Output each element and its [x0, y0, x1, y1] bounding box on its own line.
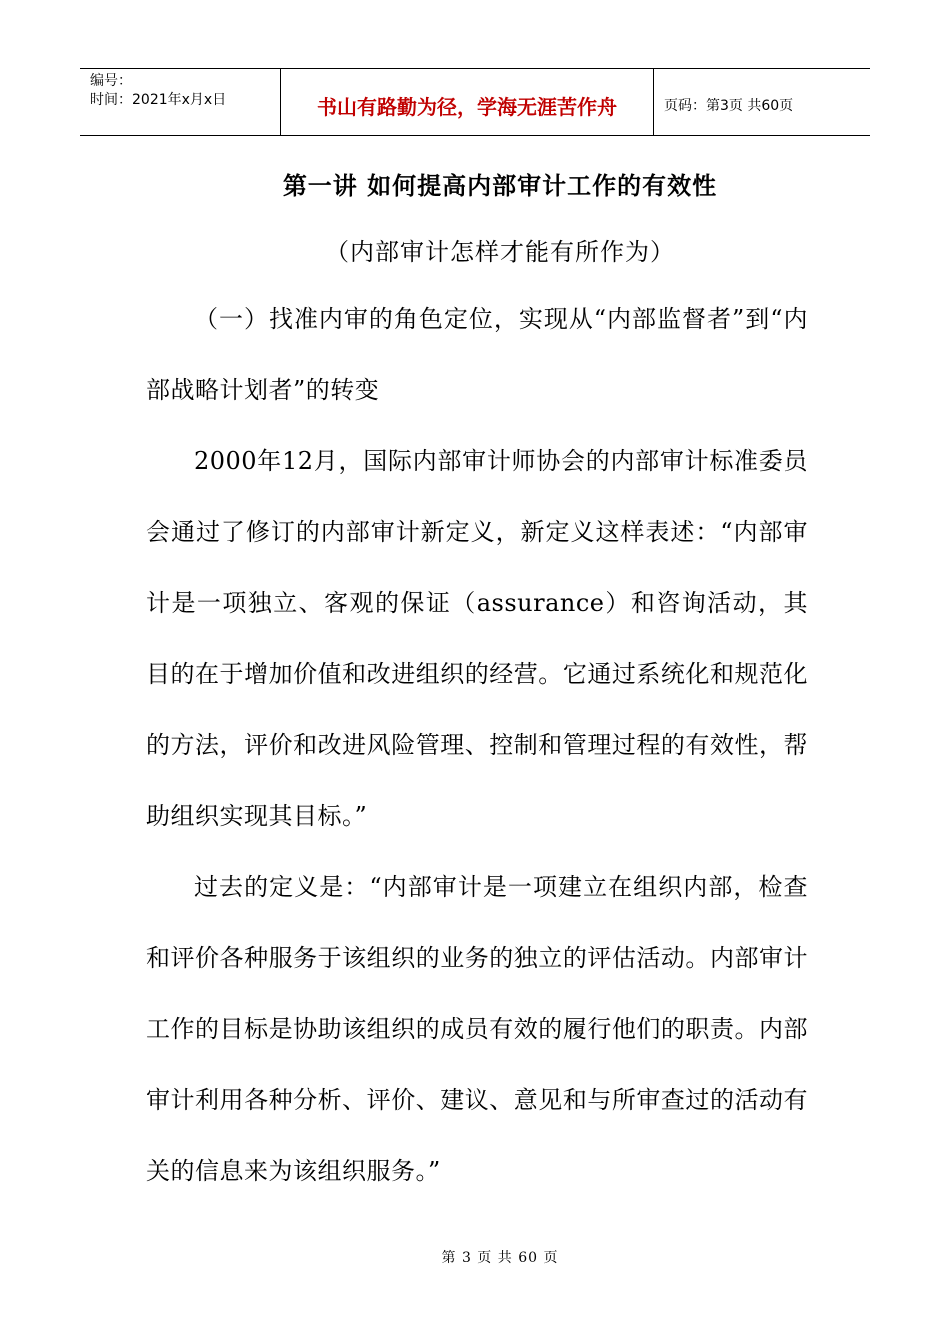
lecture-title: 第一讲 如何提高内部审计工作的有效性 — [282, 172, 718, 200]
document-number-label: 编号： — [90, 73, 132, 89]
new-definition-paragraph: 2000年12月，国际内部审计师协会的内部审计标准委员会通过了修订的内部审计新定义，新定义这样表述：“内部审计是一项独立、客观的保证（assurance）和咨询活动，其目的在于增加价值和改进组织的经营。它通过系统化和规范化的方法，评价和改进风险管理、控制和管理过程的有效性，帮助组织实现其目标。” — [146, 447, 808, 830]
section-heading-paragraph: （一）找准内审的角色定位，实现从“内部监督者”到“内部战略计划者”的转变 — [146, 305, 808, 404]
document-date: 时间：2021年x月x日 — [90, 92, 227, 108]
header-motto: 书山有路勤为径，学海无涯苦作舟 — [281, 69, 654, 135]
header-meta — [80, 69, 281, 135]
lecture-subtitle: （内部审计怎样才能有所作为） — [325, 238, 675, 266]
page-header — [80, 68, 870, 136]
page-footer: 第 3 页 共 60 页 — [441, 1250, 559, 1266]
document-body — [146, 284, 808, 1207]
header-page-info: 页码：第3页 共60页 — [664, 98, 794, 114]
old-definition-paragraph: 过去的定义是：“内部审计是一项建立在组织内部，检查和评价各种服务于该组织的业务的独立的评估活动。内部审计工作的目标是协助该组织的成员有效的履行他们的职责。内部审计利用各种分析、评价、建议、意见和与所审查过的活动有关的信息来为该组织服务。” — [146, 873, 808, 1185]
